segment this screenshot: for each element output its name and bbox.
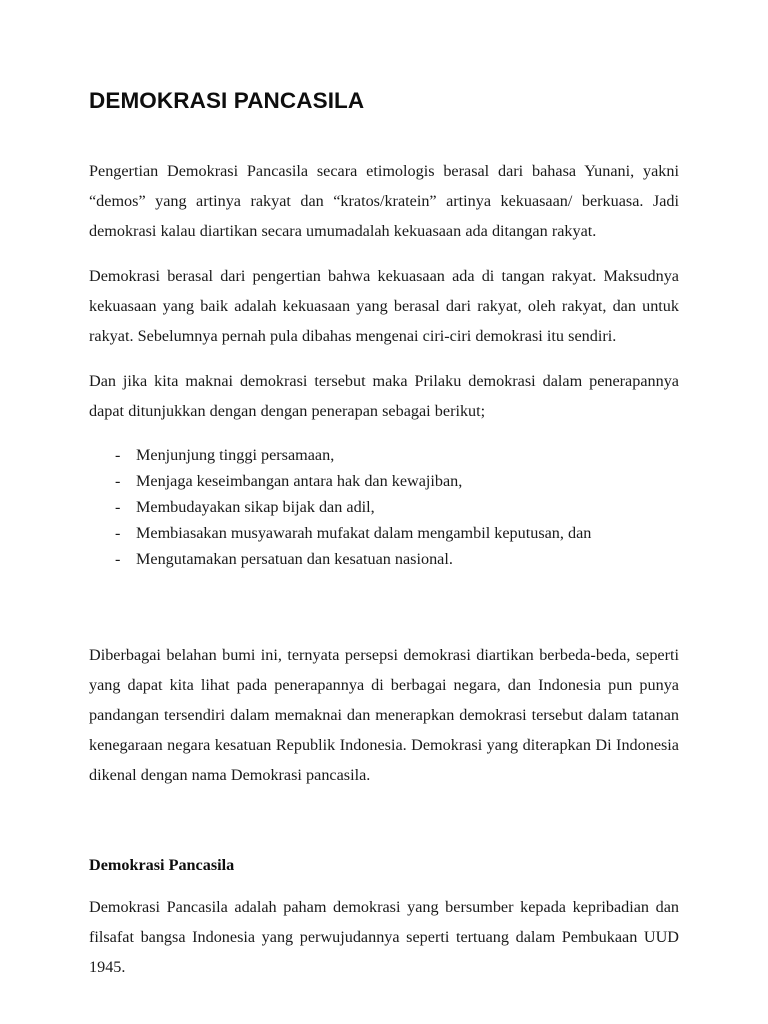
paragraph-intro-list: Dan jika kita maknai demokrasi tersebut maka Prilaku demokrasi dalam penerapannya dapat ditunjukkan dengan dengan penerapan sebagai berikut; bbox=[89, 372, 679, 420]
list-item bbox=[89, 494, 679, 520]
document-body bbox=[89, 0, 679, 982]
paragraph-origin: Demokrasi berasal dari pengertian bahwa kekuasaan ada di tangan rakyat. Maksudnya kekuasaan yang baik adalah kekuasaan yang berasal dari rakyat, oleh rakyat, dan untuk rakyat. Sebelumnya pernah pula dibahas mengenai ciri-ciri demokrasi itu sendiri. bbox=[89, 267, 679, 345]
list-item bbox=[89, 546, 679, 572]
list-item bbox=[89, 442, 679, 468]
list-item bbox=[89, 468, 679, 494]
dash-bullet-icon: - bbox=[115, 472, 121, 490]
list-item-label: Mengutamakan persatuan dan kesatuan nasional. bbox=[136, 550, 453, 568]
dash-bullet-icon: - bbox=[115, 550, 121, 568]
list-item-label: Menjunjung tinggi persamaan, bbox=[136, 446, 335, 464]
democracy-behaviour-list bbox=[89, 442, 679, 572]
section-heading-demokrasi-pancasila: Demokrasi Pancasila bbox=[89, 856, 235, 874]
paragraph-definition: Pengertian Demokrasi Pancasila secara etimologis berasal dari bahasa Yunani, yakni “demos” yang artinya rakyat dan “kratos/kratein” artinya kekuasaan/ berkuasa. Jadi demokrasi kalau diartikan secara umumadalah kekuasaan ada ditangan rakyat. bbox=[89, 162, 679, 240]
list-item-label: Menjaga keseimbangan antara hak dan kewajiban, bbox=[136, 472, 463, 490]
dash-bullet-icon: - bbox=[115, 498, 121, 516]
list-item-label: Membudayakan sikap bijak dan adil, bbox=[136, 498, 375, 516]
page-title: DEMOKRASI PANCASILA bbox=[89, 88, 365, 113]
dash-bullet-icon: - bbox=[115, 446, 121, 464]
list-item bbox=[89, 520, 679, 546]
list-item-label: Membiasakan musyawarah mufakat dalam mengambil keputusan, dan bbox=[136, 524, 592, 542]
dash-bullet-icon: - bbox=[115, 524, 121, 542]
paragraph-global-perspective: Diberbagai belahan bumi ini, ternyata persepsi demokrasi diartikan berbeda-beda, seperti yang dapat kita lihat pada penerapannya di berbagai negara, dan Indonesia pun punya pandangan tersendiri dalam memaknai dan menerapkan demokrasi tersebut dalam tatanan kenegaraan negara kesatuan Republik Indonesia. Demokrasi yang diterapkan Di Indonesia dikenal dengan nama Demokrasi pancasila. bbox=[89, 646, 679, 784]
paragraph-pancasila-definition: Demokrasi Pancasila adalah paham demokrasi yang bersumber kepada kepribadian dan filsafat bangsa Indonesia yang perwujudannya seperti tertuang dalam Pembukaan UUD 1945. bbox=[89, 898, 679, 976]
